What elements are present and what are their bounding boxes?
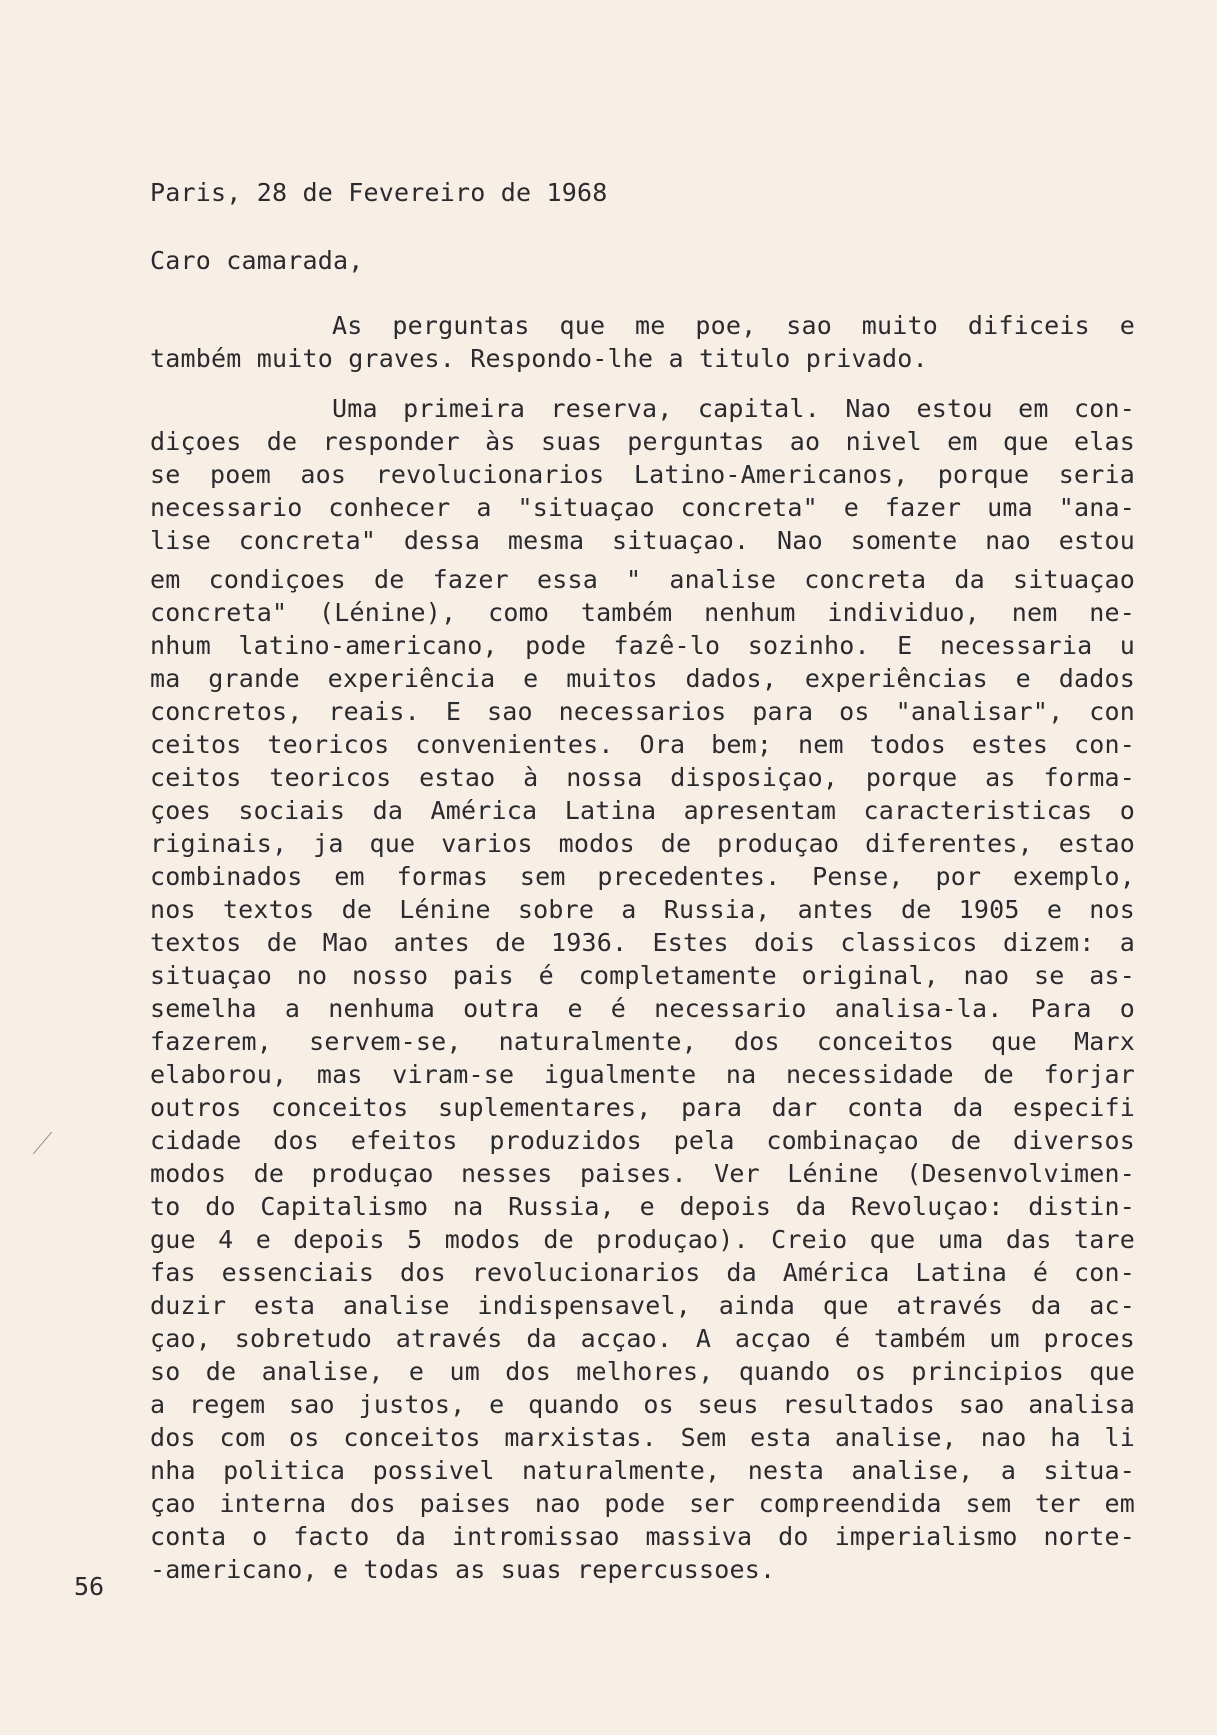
body-line: -americano, e todas as suas repercussoes. xyxy=(150,1555,776,1584)
page-number: 56 xyxy=(74,1572,105,1601)
body-line: concretos, reais. E sao necessarios para os "analisar", con xyxy=(150,697,1135,726)
body-line: nhum latino-americano, pode fazê-lo sozinho. E necessaria u xyxy=(150,631,1135,660)
body-line: elaborou, mas viram-se igualmente na necessidade de forjar xyxy=(150,1060,1135,1089)
body-line: outros conceitos suplementares, para dar conta da especifi xyxy=(150,1093,1135,1122)
body-line: nos textos de Lénine sobre a Russia, antes de 1905 e nos xyxy=(150,895,1135,924)
body-line: duzir esta analise indispensavel, ainda que através da ac- xyxy=(150,1291,1135,1320)
body-line: diçoes de responder às suas perguntas ao nivel em que elas xyxy=(150,427,1135,456)
dateline: Paris, 28 de Fevereiro de 1968 xyxy=(150,178,608,207)
body-line: Uma primeira reserva, capital. Nao estou em con- xyxy=(332,394,1135,423)
margin-mark xyxy=(33,1132,68,1154)
body-line: çoes sociais da América Latina apresentam caracteristicas o xyxy=(150,796,1135,825)
body-line: ceitos teoricos estao à nossa disposiçao, porque as forma- xyxy=(150,763,1135,792)
body-line: necessario conhecer a "situaçao concreta" e fazer uma "ana- xyxy=(150,493,1135,522)
body-line: nha politica possivel naturalmente, nesta analise, a situa- xyxy=(150,1456,1135,1485)
body-line: semelha a nenhuma outra e é necessario analisa-la. Para o xyxy=(150,994,1135,1023)
body-line: também muito graves. Respondo-lhe a titulo privado. xyxy=(150,344,928,373)
body-line: se poem aos revolucionarios Latino-Americanos, porque seria xyxy=(150,460,1135,489)
body-line: ma grande experiência e muitos dados, experiências e dados xyxy=(150,664,1135,693)
body-line: ceitos teoricos convenientes. Ora bem; nem todos estes con- xyxy=(150,730,1135,759)
body-line: çao, sobretudo através da acçao. A acçao é também um proces xyxy=(150,1324,1135,1353)
body-line: concreta" (Lénine), como também nenhum individuo, nem ne- xyxy=(150,598,1135,627)
body-line: em condiçoes de fazer essa " analise concreta da situaçao xyxy=(150,565,1135,594)
body-line: a regem sao justos, e quando os seus resultados sao analisa xyxy=(150,1390,1135,1419)
body-line: gue 4 e depois 5 modos de produçao). Creio que uma das tare xyxy=(150,1225,1135,1254)
body-line: lise concreta" dessa mesma situaçao. Nao somente nao estou xyxy=(150,526,1135,555)
salutation: Caro camarada, xyxy=(150,246,364,275)
body-line: cidade dos efeitos produzidos pela combinaçao de diversos xyxy=(150,1126,1135,1155)
body-line: fas essenciais dos revolucionarios da América Latina é con- xyxy=(150,1258,1135,1287)
body-line: so de analise, e um dos melhores, quando os principios que xyxy=(150,1357,1135,1386)
body-line: to do Capitalismo na Russia, e depois da Revoluçao: distin- xyxy=(150,1192,1135,1221)
body-line: textos de Mao antes de 1936. Estes dois classicos dizem: a xyxy=(150,928,1135,957)
body-line: As perguntas que me poe, sao muito dificeis e xyxy=(332,311,1135,340)
body-line: modos de produçao nesses paises. Ver Lénine (Desenvolvimen- xyxy=(150,1159,1135,1188)
body-line: dos com os conceitos marxistas. Sem esta analise, nao ha li xyxy=(150,1423,1135,1452)
body-line: çao interna dos paises nao pode ser compreendida sem ter em xyxy=(150,1489,1135,1518)
body-line: fazerem, servem-se, naturalmente, dos conceitos que Marx xyxy=(150,1027,1135,1056)
body-line: riginais, ja que varios modos de produçao diferentes, estao xyxy=(150,829,1135,858)
body-line: conta o facto da intromissao massiva do imperialismo norte- xyxy=(150,1522,1135,1551)
body-line: combinados em formas sem precedentes. Pense, por exemplo, xyxy=(150,862,1135,891)
body-line: situaçao no nosso pais é completamente original, nao se as- xyxy=(150,961,1135,990)
